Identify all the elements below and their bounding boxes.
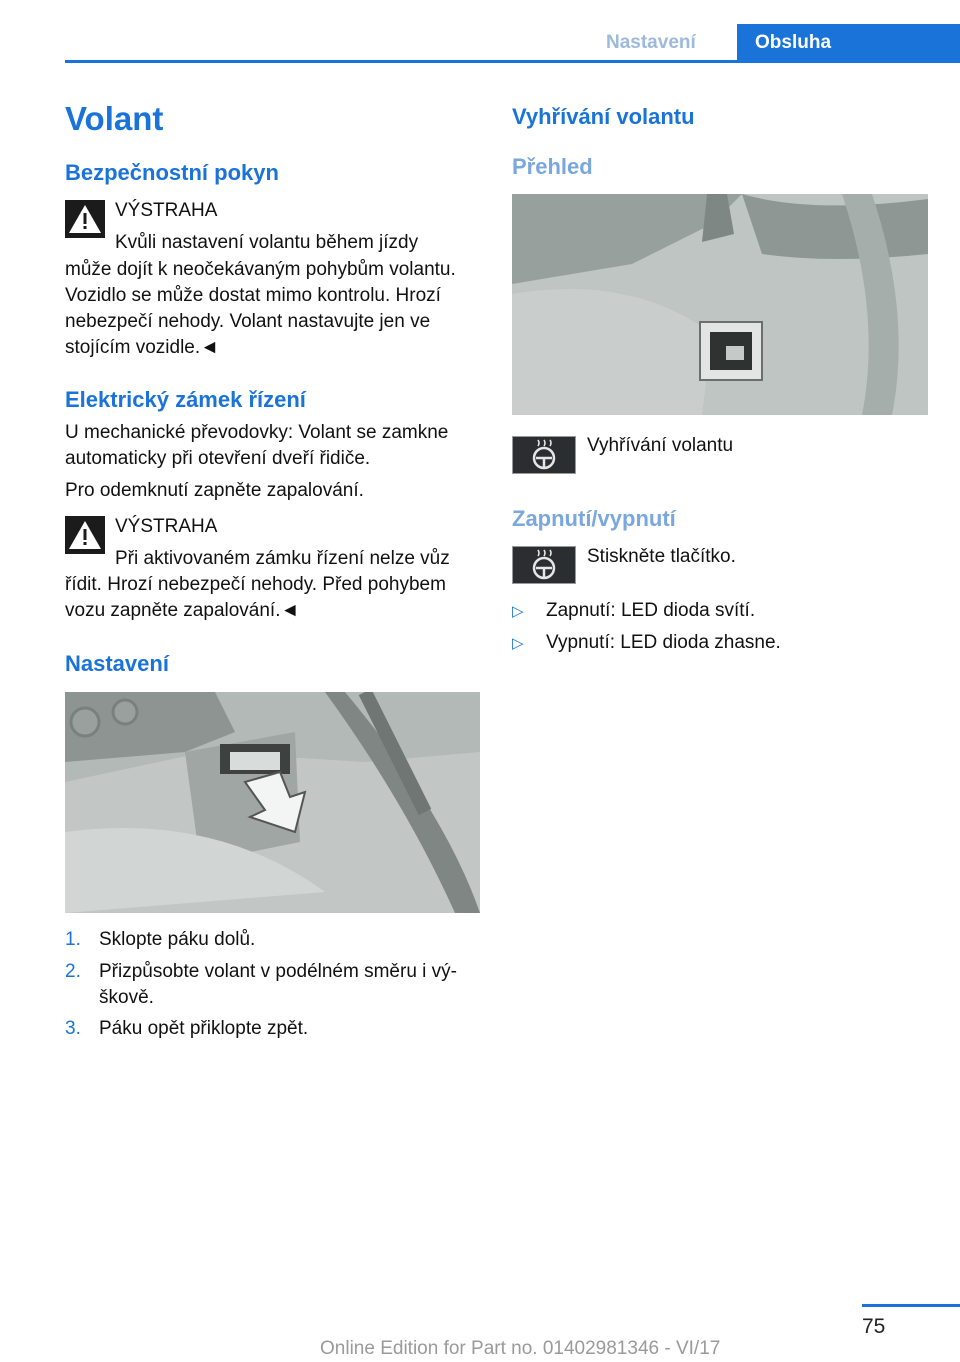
warning-text-line: Při aktivovaném zámku řízení nelze vůz [115,548,450,569]
adjust-heading: Nastavení [65,651,169,676]
tab-nastaveni[interactable]: Nastavení [606,32,696,53]
lock-paragraph: U mechanické převodovky: Volant se zamkne [65,422,449,443]
bullet-text: Zapnutí: LED dioda svítí. [546,600,756,621]
onoff-heading: Zapnutí/vypnutí [512,506,676,531]
heating-heading: Vyhřívání volantu [512,104,695,129]
step-text: Sklopte páku dolů. [99,929,256,950]
page-title: Volant [65,100,164,137]
footer-divider [862,1304,960,1307]
warning-icon [65,200,105,238]
warning-label: VÝSTRAHA [115,516,218,537]
edition-footer: Online Edition for Part no. 01402981346 - VI/17 [320,1338,721,1359]
overview-heading: Přehled [512,154,593,179]
step-text: škově. [99,987,154,1008]
step-number: 2. [65,961,81,982]
safety-heading: Bezpečnostní pokyn [65,160,279,185]
warning-icon [65,516,105,554]
step-number: 1. [65,929,81,950]
tab-obsluha[interactable]: Obsluha [737,24,960,62]
lock-paragraph: Pro odemknutí zapněte zapalování. [65,480,364,501]
steering-heat-button-icon [512,436,576,474]
bullet-text: Vypnutí: LED dioda zhasne. [546,632,781,653]
step-text: Páku opět přiklopte zpět. [99,1018,309,1039]
icon-caption: Vyhřívání volantu [587,435,734,456]
warning-label: VÝSTRAHA [115,200,218,221]
bullet-triangle-icon: ▷ [512,635,524,652]
bullet-triangle-icon: ▷ [512,603,524,620]
warning-text-line: Kvůli nastavení volantu během jízdy [115,232,419,253]
warning-text-line: nebezpečí nehody. Volant nastavujte jen ve [65,311,431,332]
press-instruction: Stiskněte tlačítko. [587,546,736,567]
warning-text-line: stojícím vozidle.◄ [65,337,219,358]
steering-heat-button-icon [512,546,576,584]
warning-text-line: řídit. Hrozí nebezpečí nehody. Před pohybem [65,574,446,595]
steering-heating-image [512,194,928,415]
steering-adjustment-image [65,692,480,913]
page-number: 75 [862,1315,886,1338]
lock-heading: Elektrický zámek řízení [65,387,306,412]
header-divider [65,60,960,63]
step-text: Přizpůsobte volant v podélném směru i vý- [99,961,457,982]
step-number: 3. [65,1018,81,1039]
warning-text-line: může dojít k neočekávaným pohybům volantu. [65,259,456,280]
warning-text-line: Vozidlo se může dostat mimo kontrolu. Hrozí [65,285,441,306]
lock-paragraph: automaticky při otevření dveří řidiče. [65,448,371,469]
warning-text-line: vozu zapněte zapalování.◄ [65,600,300,621]
